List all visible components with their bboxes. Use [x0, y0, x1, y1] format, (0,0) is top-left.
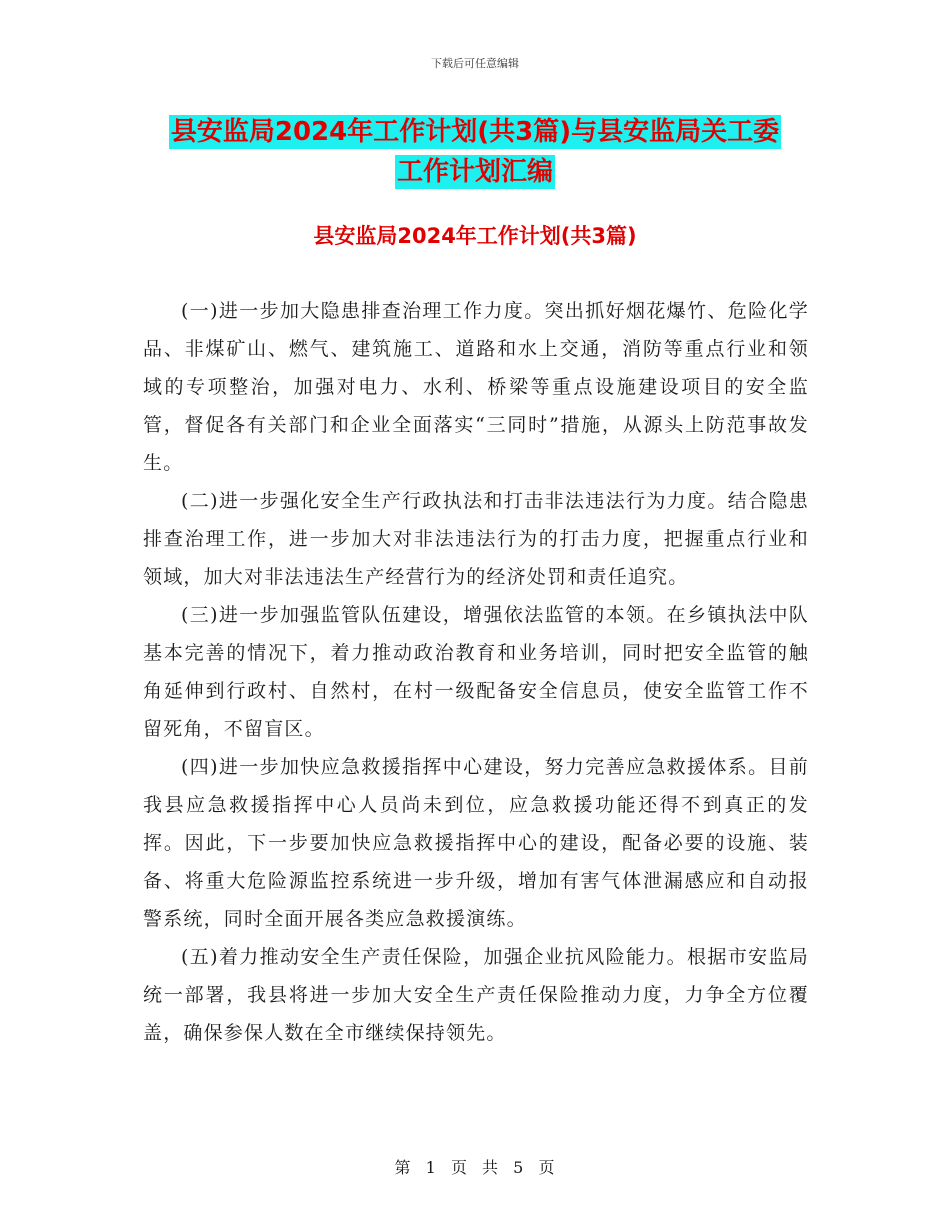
- footer-total-pages: 5: [513, 1158, 525, 1177]
- footer-page-mid: 页: [450, 1158, 468, 1177]
- header-note: 下载后可任意编辑: [431, 57, 519, 70]
- footer-page-prefix: 第: [394, 1158, 412, 1177]
- footer-total-suffix: 页: [538, 1158, 556, 1177]
- section-title: 县安监局2024年工作计划(共3篇): [313, 224, 637, 248]
- page-footer: [0, 1155, 950, 1178]
- main-title: [0, 112, 950, 192]
- paragraph-5: (五)着力推动安全生产责任保险，加强企业抗风险能力。根据市安监局统一部署，我县将进一步加大安全生产责任保险推动力度，力争全方位覆盖，确保参保人数在全市继续保持领先。: [143, 946, 809, 1044]
- footer-total-prefix: 共: [482, 1158, 500, 1177]
- paragraph-3: (三)进一步加强监管队伍建设，增强依法监管的本领。在乡镇执法中队基本完善的情况下，着力推动政治教育和业务培训，同时把安全监管的触角延伸到行政村、自然村，在村一级配备安全信息员，使安全监管工作不留死角，不留盲区。: [143, 604, 809, 740]
- paragraph-2: (二)进一步强化安全生产行政执法和打击非法违法行为力度。结合隐患排查治理工作，进一步加大对非法违法行为的打击力度，把握重点行业和领域，加大对非法违法生产经营行为的经济处罚和责任追究。: [143, 490, 809, 588]
- paragraph-4: (四)进一步加快应急救援指挥中心建设，努力完善应急救援体系。目前我县应急救援指挥中心人员尚未到位，应急救援功能还得不到真正的发挥。因此，下一步要加快应急救援指挥中心的建设，配备必要的设施、装备、将重大危险源监控系统进一步升级，增加有害气体泄漏感应和自动报警系统，同时全面开展各类应急救援演练。: [143, 756, 809, 930]
- main-title-line-1: 县安监局2024年工作计划(共3篇)与县安监局关工委: [170, 117, 780, 147]
- paragraph-1: (一)进一步加大隐患排查治理工作力度。突出抓好烟花爆竹、危险化学品、非煤矿山、燃气、建筑施工、道路和水上交通，消防等重点行业和领域的专项整治，加强对电力、水利、桥梁等重点设施建设项目的安全监管，督促各有关部门和企业全面落实“三同时”措施，从源头上防范事故发生。: [143, 300, 809, 474]
- footer-page-number: 1: [425, 1158, 437, 1177]
- main-title-line-2: 工作计划汇编: [396, 157, 553, 187]
- body-content: [143, 292, 809, 1052]
